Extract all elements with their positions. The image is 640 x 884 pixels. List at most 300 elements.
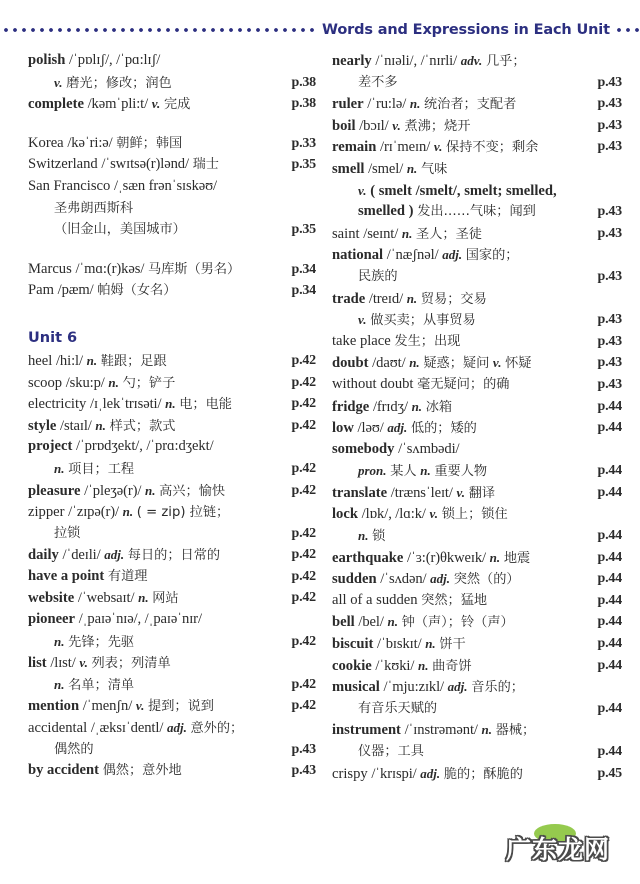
vocabulary-entry bbox=[332, 439, 628, 482]
part-of-speech: v. bbox=[135, 698, 145, 714]
vocabulary-entry bbox=[28, 566, 324, 588]
entry-line-primary bbox=[28, 609, 324, 631]
part-of-speech: n. bbox=[122, 504, 134, 520]
vocabulary-entry bbox=[332, 50, 628, 93]
phonetic: /trænsˈleɪt/ bbox=[390, 484, 453, 501]
entry-line-primary bbox=[28, 259, 324, 281]
phonetic: /ˈprɒdʒekt/, /ˈprɑ:dʒekt/ bbox=[75, 438, 214, 455]
chinese-definition: 样式；款式 bbox=[109, 418, 176, 434]
entry-line-continuation bbox=[28, 458, 324, 480]
chinese-definition: 提到；说到 bbox=[148, 699, 214, 715]
chinese-definition: 先锋；先驱 bbox=[68, 634, 135, 650]
chinese-definition: 帕姆（女名） bbox=[97, 283, 177, 299]
vocabulary-entry bbox=[332, 352, 628, 374]
dot-leader-right-icon bbox=[617, 28, 640, 32]
headword: bell bbox=[332, 614, 355, 631]
page-reference: p.35 bbox=[291, 222, 316, 238]
headword: trade bbox=[332, 290, 366, 307]
chinese-definition: 差不多 bbox=[358, 74, 398, 90]
chinese-definition: 仪器；工具 bbox=[358, 744, 424, 759]
headword: complete bbox=[28, 96, 84, 113]
vocabulary-entry bbox=[332, 655, 628, 677]
headword: electricity bbox=[28, 396, 87, 413]
part-of-speech: n. bbox=[144, 482, 156, 498]
chinese-definition: 做买卖；从事贸易 bbox=[370, 313, 476, 329]
part-of-speech: v. bbox=[392, 117, 401, 133]
part-of-speech: v. bbox=[429, 506, 439, 522]
headword: national bbox=[332, 247, 384, 264]
chinese-definition: 拉锁 bbox=[54, 525, 81, 541]
phonetic: /staɪl/ bbox=[60, 417, 92, 434]
entry-line-primary bbox=[332, 763, 628, 785]
part-of-speech: n. bbox=[54, 676, 65, 692]
entry-line-primary bbox=[332, 547, 628, 569]
page-reference: p.43 bbox=[291, 763, 316, 779]
headword: cookie bbox=[332, 657, 372, 674]
part-of-speech: adv. bbox=[460, 53, 483, 68]
entry-line-continuation bbox=[332, 266, 628, 288]
chinese-definition: 民族的 bbox=[358, 268, 398, 284]
page-header bbox=[0, 18, 640, 42]
page-reference: p.42 bbox=[291, 590, 316, 606]
part-of-speech: n. bbox=[489, 549, 501, 565]
headword: nearly bbox=[332, 53, 372, 69]
chinese-definition: 某人 bbox=[390, 464, 417, 480]
chinese-definition: 有音乐天赋的 bbox=[358, 700, 438, 716]
entry-line-primary bbox=[332, 439, 628, 461]
entry-line-primary bbox=[332, 223, 628, 245]
headword: scoop bbox=[28, 374, 63, 391]
page-reference: p.38 bbox=[291, 96, 316, 112]
page-reference: p.43 bbox=[597, 312, 622, 328]
page-reference: p.44 bbox=[597, 700, 622, 716]
headword: translate bbox=[332, 484, 388, 501]
page-reference: p.43 bbox=[597, 268, 622, 284]
headword: Korea bbox=[28, 134, 64, 151]
phonetic: /kəmˈpli:t/ bbox=[87, 96, 149, 113]
entry-line-primary bbox=[28, 501, 324, 523]
headword: low bbox=[332, 420, 354, 437]
vocabulary-entry bbox=[28, 760, 324, 782]
entry-line-continuation bbox=[332, 201, 628, 223]
entry-line-primary bbox=[28, 50, 324, 72]
vocabulary-entry bbox=[28, 717, 324, 760]
page-reference: p.44 bbox=[597, 463, 622, 479]
phonetic: /ˈswɪtsə(r)lənd/ bbox=[101, 156, 189, 173]
entry-line-continuation bbox=[28, 72, 324, 94]
chinese-definition: 名单；清单 bbox=[68, 677, 135, 693]
headword: list bbox=[28, 655, 47, 672]
chinese-definition: 发生；出现 bbox=[394, 333, 461, 349]
headword: ruler bbox=[332, 96, 364, 113]
page-reference: p.44 bbox=[597, 420, 622, 436]
entry-line-primary bbox=[28, 695, 324, 717]
vocabulary-entry bbox=[332, 223, 628, 245]
vocabulary-entry bbox=[332, 633, 628, 655]
page-reference: p.35 bbox=[291, 157, 316, 173]
page-reference: p.43 bbox=[597, 139, 622, 155]
headword: sudden bbox=[332, 571, 377, 588]
vocabulary-entry bbox=[28, 436, 324, 479]
page-reference: p.34 bbox=[291, 283, 316, 299]
entry-line-continuation bbox=[28, 523, 324, 545]
headword: Marcus bbox=[28, 260, 72, 277]
vocabulary-entry bbox=[332, 93, 628, 115]
phonetic: /seɪnt/ bbox=[363, 225, 399, 242]
chinese-definition: 翻译 bbox=[468, 485, 496, 501]
entry-line-primary bbox=[28, 480, 324, 502]
page-reference: p.42 bbox=[291, 698, 316, 714]
vocabulary-entry bbox=[28, 480, 324, 502]
chinese-definition: 电；电能 bbox=[179, 397, 232, 413]
headword: doubt bbox=[332, 355, 369, 372]
part-of-speech: n. bbox=[481, 722, 492, 738]
page-reference: p.43 bbox=[597, 204, 622, 220]
vocabulary-entry bbox=[332, 396, 628, 418]
chinese-definition: 马库斯（男名） bbox=[147, 261, 241, 277]
vocabulary-entry bbox=[332, 719, 628, 762]
vocabulary-entry bbox=[332, 482, 628, 504]
entry-line-primary bbox=[332, 633, 628, 655]
entry-line-primary bbox=[28, 436, 324, 458]
vocabulary-entry bbox=[28, 587, 324, 609]
phonetic: /ˈkʊki/ bbox=[375, 657, 415, 674]
vocabulary-entry bbox=[332, 244, 628, 287]
vocabulary-entry bbox=[28, 176, 324, 241]
vocabulary-entry bbox=[332, 568, 628, 590]
entry-line-primary bbox=[28, 393, 324, 415]
english-text: have a point bbox=[28, 567, 105, 584]
headword: pleasure bbox=[28, 482, 81, 499]
headword: Pam bbox=[28, 282, 54, 299]
part-of-speech: n. bbox=[409, 355, 420, 371]
part-of-speech: n. bbox=[387, 614, 398, 630]
part-of-speech: n. bbox=[86, 352, 98, 368]
chinese-definition: 列表；列清单 bbox=[91, 656, 171, 672]
vocabulary-entry bbox=[28, 133, 324, 155]
entry-line-primary bbox=[332, 115, 628, 137]
headword: fridge bbox=[332, 398, 370, 415]
headword: instrument bbox=[332, 722, 401, 739]
page-title: Words and Expressions in Each Unit bbox=[322, 22, 610, 38]
page-reference: p.44 bbox=[597, 592, 622, 608]
chinese-definition: 圣人；圣徒 bbox=[416, 226, 482, 242]
entry-line-continuation bbox=[332, 741, 628, 763]
page-reference: p.43 bbox=[597, 74, 622, 90]
headword: crispy bbox=[332, 765, 368, 782]
phonetic: /ˈnæʃnəl/ bbox=[386, 247, 439, 264]
chinese-definition: 锁上；锁住 bbox=[441, 507, 508, 523]
entry-line-primary bbox=[332, 655, 628, 677]
phonetic: /ˈpleʒə(r)/ bbox=[84, 482, 142, 499]
vocabulary-entry bbox=[28, 501, 324, 544]
entry-line-continuation bbox=[28, 198, 324, 220]
chinese-definition: 高兴；愉快 bbox=[159, 483, 226, 499]
unit-heading: Unit 6 bbox=[28, 329, 78, 346]
vocabulary-entry bbox=[332, 115, 628, 137]
entry-line-primary bbox=[332, 50, 628, 72]
left-column bbox=[28, 50, 324, 782]
page-reference: p.44 bbox=[597, 549, 622, 565]
chinese-definition: 圣弗朗西斯科 bbox=[54, 200, 134, 216]
headword: earthquake bbox=[332, 549, 404, 566]
part-of-speech: v. bbox=[492, 355, 502, 371]
page-reference: p.44 bbox=[597, 398, 622, 414]
entry-line-primary bbox=[332, 719, 628, 741]
page-reference: p.43 bbox=[597, 333, 622, 349]
page-reference: p.42 bbox=[291, 352, 316, 368]
headword: project bbox=[28, 438, 73, 455]
headword: Switzerland bbox=[28, 156, 98, 173]
vocabulary-columns bbox=[0, 50, 640, 850]
entry-line-primary bbox=[332, 136, 628, 158]
phonetic: /ləʊ/ bbox=[357, 420, 384, 437]
page-reference: p.42 bbox=[291, 676, 316, 692]
phonetic: /ˈmɑ:(r)kəs/ bbox=[75, 260, 145, 277]
phonetic: /daʊt/ bbox=[372, 355, 406, 372]
phonetic: /ˈɪnstrəmənt/ bbox=[404, 722, 478, 739]
phonetic: /ˌsæn frənˈsɪskəʊ/ bbox=[113, 177, 218, 194]
entry-line-primary bbox=[28, 154, 324, 176]
chinese-definition: 音乐的； bbox=[471, 680, 524, 696]
phonetic: /smel/ bbox=[368, 160, 404, 177]
phonetic: /hi:l/ bbox=[55, 352, 83, 369]
chinese-definition: 瑞士 bbox=[192, 157, 219, 173]
vocabulary-entry bbox=[332, 503, 628, 546]
phonetic: /bel/ bbox=[358, 614, 384, 631]
part-of-speech: adj. bbox=[104, 547, 125, 563]
headword: style bbox=[28, 417, 57, 434]
vocabulary-entry bbox=[332, 590, 628, 612]
entry-line-primary bbox=[332, 396, 628, 418]
page-reference: p.44 bbox=[597, 571, 622, 587]
chinese-definition: 国家的； bbox=[465, 248, 519, 264]
english-text: smelled ) bbox=[358, 203, 414, 220]
headword: heel bbox=[28, 352, 53, 369]
entry-line-primary bbox=[28, 760, 324, 782]
entry-line-primary bbox=[332, 482, 628, 504]
chinese-definition: 偶然；意外地 bbox=[102, 763, 182, 779]
headword: accidental bbox=[28, 720, 88, 737]
vocabulary-entry bbox=[332, 611, 628, 633]
phonetic: /ˈsʌmbədi/ bbox=[398, 440, 460, 457]
phonetic: /sku:p/ bbox=[65, 374, 105, 391]
phonetic: /kəˈri:ə/ bbox=[67, 134, 113, 151]
entry-line-primary bbox=[332, 244, 628, 266]
part-of-speech: v. bbox=[79, 655, 88, 671]
vocabulary-entry bbox=[28, 50, 324, 93]
entry-line-primary bbox=[28, 652, 324, 674]
chinese-definition: ( = zip) 拉链； bbox=[136, 505, 230, 521]
part-of-speech: n. bbox=[401, 225, 413, 241]
part-of-speech: pron. bbox=[358, 463, 387, 479]
phonetic: /treɪd/ bbox=[368, 290, 404, 307]
vocabulary-entry bbox=[332, 676, 628, 719]
phonetic: /ɪˌlekˈtrɪsəti/ bbox=[90, 396, 162, 413]
part-of-speech: n. bbox=[358, 528, 369, 544]
part-of-speech: v. bbox=[358, 312, 367, 328]
entry-line-continuation bbox=[28, 631, 324, 653]
page-reference: p.42 bbox=[291, 460, 316, 476]
headword: biscuit bbox=[332, 636, 374, 653]
page-reference: p.43 bbox=[597, 225, 622, 241]
vocabulary-entry bbox=[28, 544, 324, 566]
chinese-definition: 鞋跟；足跟 bbox=[100, 353, 167, 369]
entry-line-primary bbox=[28, 93, 324, 115]
entry-spacer bbox=[28, 115, 324, 133]
chinese-definition: 几乎； bbox=[485, 54, 526, 69]
chinese-definition: 每日的；日常的 bbox=[127, 548, 221, 564]
entry-line-primary bbox=[332, 611, 628, 633]
entry-line-continuation bbox=[332, 525, 628, 547]
phonetic: /ˈmenʃn/ bbox=[82, 698, 133, 715]
phonetic: /ˈpɒlɪʃ/, /ˈpɑ:lɪʃ/ bbox=[68, 52, 161, 68]
chinese-definition: 统治者；支配者 bbox=[423, 97, 517, 113]
entry-spacer bbox=[28, 302, 324, 326]
part-of-speech: v. bbox=[358, 182, 367, 198]
chinese-definition: 钟（声）；铃（声） bbox=[401, 615, 514, 631]
part-of-speech: n. bbox=[417, 657, 429, 673]
entry-line-primary bbox=[332, 93, 628, 115]
headword: website bbox=[28, 590, 75, 607]
phonetic: /rɪˈmeɪn/ bbox=[379, 139, 431, 156]
page-reference: p.43 bbox=[597, 355, 622, 371]
chinese-definition: 毫无疑问；的确 bbox=[417, 376, 510, 392]
vocabulary-entry bbox=[332, 417, 628, 439]
chinese-definition: 气味 bbox=[420, 161, 448, 177]
phonetic: /lɪst/ bbox=[50, 655, 76, 672]
headword: lock bbox=[332, 506, 358, 523]
page-reference: p.44 bbox=[597, 657, 622, 673]
phonetic: /ˈsʌdən/ bbox=[380, 571, 427, 588]
entry-line-primary bbox=[28, 415, 324, 437]
entry-line-primary bbox=[28, 566, 324, 588]
vocabulary-entry bbox=[28, 609, 324, 652]
watermark bbox=[492, 824, 624, 872]
chinese-definition: 器械； bbox=[495, 723, 536, 739]
page-reference: p.42 bbox=[291, 525, 316, 541]
chinese-definition: 怀疑 bbox=[505, 356, 532, 372]
vocabulary-entry bbox=[28, 372, 324, 394]
chinese-definition: （旧金山，美国城市） bbox=[54, 222, 186, 238]
phonetic: /ˌpaɪəˈnɪə/, /ˌpaɪəˈnɪr/ bbox=[78, 611, 202, 628]
entry-line-primary bbox=[332, 158, 628, 180]
headword: mention bbox=[28, 698, 80, 715]
vocabulary-entry bbox=[28, 393, 324, 415]
page-reference: p.45 bbox=[597, 765, 622, 781]
watermark-text: 广东龙网 bbox=[505, 835, 610, 864]
phonetic: /ˈru:lə/ bbox=[367, 96, 407, 113]
chinese-definition: 偶然的 bbox=[54, 741, 94, 757]
chinese-definition: 锁 bbox=[372, 529, 386, 545]
chinese-definition: 突然（的） bbox=[453, 572, 520, 588]
page-reference: p.43 bbox=[291, 741, 316, 757]
chinese-definition: 完成 bbox=[163, 97, 191, 113]
part-of-speech: adj. bbox=[387, 420, 408, 436]
entry-line-primary bbox=[332, 676, 628, 698]
vocabulary-entry bbox=[28, 280, 324, 302]
part-of-speech: v. bbox=[433, 139, 443, 155]
chinese-definition: 重要人物 bbox=[434, 464, 488, 480]
phonetic: /bɔɪl/ bbox=[359, 117, 389, 134]
page-reference: p.42 bbox=[291, 417, 316, 433]
entry-line-primary bbox=[332, 568, 628, 590]
chinese-definition: 贸易；交易 bbox=[420, 291, 487, 307]
entry-line-continuation bbox=[332, 698, 628, 720]
vocabulary-entry bbox=[332, 331, 628, 353]
page-reference: p.44 bbox=[597, 528, 622, 544]
part-of-speech: n. bbox=[409, 96, 421, 112]
headword: remain bbox=[332, 139, 377, 156]
headword: boil bbox=[332, 117, 356, 134]
headword: saint bbox=[332, 225, 360, 242]
entry-line-primary bbox=[28, 587, 324, 609]
chinese-definition: 意外的； bbox=[190, 721, 244, 737]
vocabulary-entry bbox=[28, 652, 324, 695]
phonetic: /ˈdeɪli/ bbox=[62, 547, 101, 564]
page-reference: p.44 bbox=[597, 636, 622, 652]
page-reference: p.42 bbox=[291, 374, 316, 390]
vocabulary-entry bbox=[332, 547, 628, 569]
page-reference: p.42 bbox=[291, 547, 316, 563]
chinese-definition: 冰箱 bbox=[425, 399, 453, 415]
part-of-speech: v. bbox=[151, 96, 161, 112]
phonetic: /ˈkrɪspi/ bbox=[371, 765, 417, 782]
part-of-speech: adj. bbox=[447, 679, 468, 695]
part-of-speech: n. bbox=[406, 290, 418, 306]
phonetic: /ˈbɪskɪt/ bbox=[377, 636, 422, 653]
page-reference: p.38 bbox=[291, 74, 316, 90]
part-of-speech: n. bbox=[411, 398, 423, 414]
chinese-definition: 磨光；修改；润色 bbox=[66, 75, 172, 91]
phonetic: /ˈɜ:(r)θkweɪk/ bbox=[407, 549, 487, 566]
part-of-speech: v. bbox=[54, 74, 63, 90]
chinese-definition: 饼干 bbox=[439, 637, 466, 653]
entry-line-primary bbox=[332, 331, 628, 353]
part-of-speech: adj. bbox=[166, 720, 187, 736]
vocabulary-entry bbox=[332, 136, 628, 158]
vocabulary-entry bbox=[28, 415, 324, 437]
headword: somebody bbox=[332, 440, 395, 457]
vocabulary-entry bbox=[332, 374, 628, 396]
entry-line-primary bbox=[332, 590, 628, 612]
phonetic: /pæm/ bbox=[57, 282, 94, 299]
chinese-definition: 曲奇饼 bbox=[432, 658, 472, 674]
entry-line-primary bbox=[28, 176, 324, 198]
chinese-definition: 保持不变；剩余 bbox=[446, 140, 539, 156]
chinese-definition: 项目；工程 bbox=[68, 461, 135, 477]
vocabulary-entry bbox=[28, 695, 324, 717]
phonetic: /ˈnɪəli/, /ˈnɪrli/ bbox=[375, 53, 458, 69]
chinese-definition: 发出……气味；闻到 bbox=[417, 204, 536, 220]
entry-line-primary bbox=[332, 503, 628, 525]
vocabulary-entry bbox=[332, 158, 628, 223]
page-reference: p.33 bbox=[291, 135, 316, 151]
entry-line-primary bbox=[28, 280, 324, 302]
page-reference: p.44 bbox=[597, 484, 622, 500]
headword: take place bbox=[332, 332, 391, 349]
chinese-definition: 煮沸；烧开 bbox=[404, 118, 471, 134]
chinese-definition: 低的；矮的 bbox=[410, 421, 477, 437]
part-of-speech: n. bbox=[108, 374, 119, 390]
headword: pioneer bbox=[28, 611, 76, 628]
page-reference: p.43 bbox=[597, 376, 622, 392]
part-of-speech: n. bbox=[138, 590, 149, 606]
vocabulary-entry bbox=[28, 93, 324, 115]
chinese-definition: 疑惑；疑问 bbox=[423, 356, 490, 372]
right-column bbox=[332, 50, 628, 784]
entry-line-continuation bbox=[332, 460, 628, 482]
